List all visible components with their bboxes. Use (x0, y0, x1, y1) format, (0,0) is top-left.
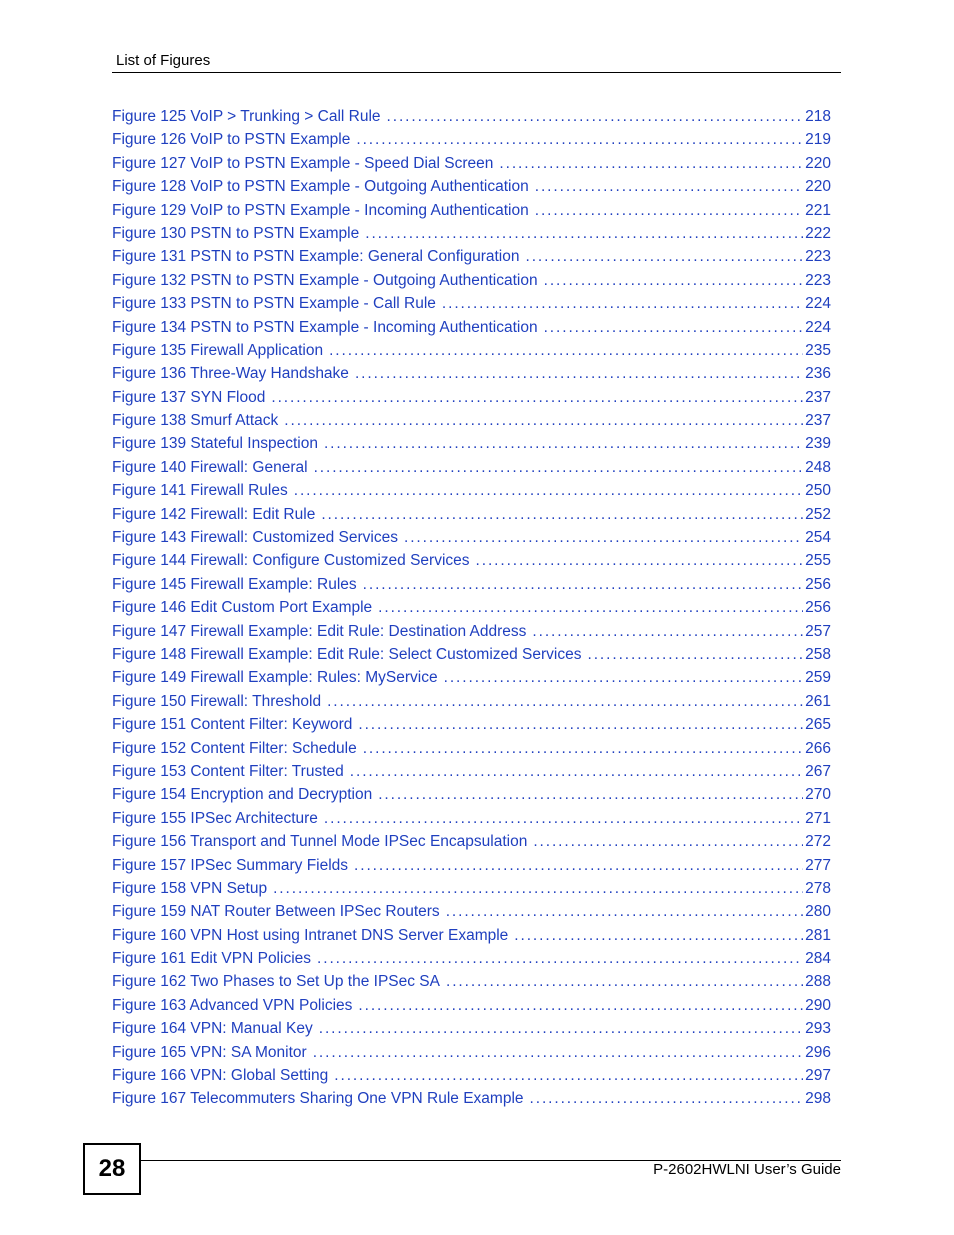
toc-entry-page: 223 (805, 271, 831, 289)
toc-entry-title: Figure 143 Firewall: Customized Services (112, 529, 398, 547)
toc-entry-link[interactable] (112, 737, 831, 760)
toc-entry-page: 281 (805, 926, 831, 944)
toc-entry-page: 220 (805, 154, 831, 172)
toc-dot-leader (363, 573, 803, 596)
toc-entry-title: Figure 145 Firewall Example: Rules (112, 575, 357, 593)
toc-entry-link[interactable] (112, 245, 831, 268)
toc-entry-link[interactable] (112, 783, 831, 806)
toc-entry-link[interactable] (112, 1041, 831, 1064)
toc-dot-leader (314, 456, 804, 479)
toc-entry-page: 277 (805, 856, 831, 874)
toc-dot-leader (355, 362, 803, 385)
toc-dot-leader (476, 549, 804, 572)
toc-entry-title: Figure 166 VPN: Global Setting (112, 1067, 329, 1085)
toc-entry-link[interactable] (112, 900, 831, 923)
toc-entry-title: Figure 138 Smurf Attack (112, 412, 279, 430)
toc-entry-page: 267 (805, 762, 831, 780)
toc-entry-title: Figure 151 Content Filter: Keyword (112, 716, 353, 734)
toc-entry-title: Figure 160 VPN Host using Intranet DNS Server Example (112, 926, 509, 944)
toc-entry-link[interactable] (112, 596, 831, 619)
toc-entry-title: Figure 135 Firewall Application (112, 341, 324, 359)
toc-dot-leader (365, 222, 803, 245)
toc-entry-title: Figure 125 VoIP > Trunking > Call Rule (112, 108, 381, 125)
toc-entry-link[interactable] (112, 432, 831, 455)
toc-entry-link[interactable] (112, 690, 831, 713)
toc-entry-title: Figure 131 PSTN to PSTN Example: General Configuration (112, 248, 520, 266)
toc-entry-link[interactable] (112, 222, 831, 245)
toc-dot-leader (446, 900, 803, 923)
toc-entry-title: Figure 130 PSTN to PSTN Example (112, 224, 360, 242)
toc-dot-leader (284, 409, 803, 432)
toc-entry-page: 221 (805, 201, 831, 219)
toc-dot-leader (324, 432, 803, 455)
toc-dot-leader (387, 105, 804, 128)
toc-entry-title: Figure 167 Telecommuters Sharing One VPN Rule Example (112, 1090, 524, 1108)
toc-entry-link[interactable] (112, 152, 831, 175)
toc-dot-leader (444, 666, 804, 689)
toc-entry-page: 256 (805, 599, 831, 617)
toc-dot-leader (544, 269, 804, 292)
toc-dot-leader (354, 854, 803, 877)
toc-dot-leader (378, 783, 803, 806)
toc-dot-leader (319, 1017, 803, 1040)
toc-entry-link[interactable] (112, 362, 831, 385)
toc-dot-leader (356, 128, 803, 151)
toc-entry-title: Figure 142 Firewall: Edit Rule (112, 505, 316, 523)
toc-entry-title: Figure 149 Firewall Example: Rules: MyService (112, 669, 438, 687)
toc-dot-leader (588, 643, 804, 666)
toc-entry-page: 297 (805, 1067, 831, 1085)
toc-dot-leader (313, 1041, 803, 1064)
toc-entry-page: 272 (805, 833, 831, 851)
toc-entry-link[interactable] (112, 105, 831, 128)
toc-dot-leader (499, 152, 803, 175)
toc-entry-link[interactable] (112, 830, 831, 853)
toc-entry-title: Figure 132 PSTN to PSTN Example - Outgoing Authentication (112, 271, 538, 289)
toc-dot-leader (334, 1064, 803, 1087)
toc-entry-page: 256 (805, 575, 831, 593)
toc-entry-link[interactable] (112, 549, 831, 572)
toc-dot-leader (271, 386, 803, 409)
toc-dot-leader (273, 877, 803, 900)
toc-entry-link[interactable] (112, 526, 831, 549)
toc-dot-leader (535, 199, 803, 222)
toc-entry-page: 280 (805, 903, 831, 921)
toc-entry-page: 258 (805, 645, 831, 663)
toc-entry-title: Figure 127 VoIP to PSTN Example - Speed Dial Screen (112, 154, 494, 172)
toc-entry-title: Figure 148 Firewall Example: Edit Rule: Select Customized Services (112, 645, 582, 663)
toc-entry-link[interactable] (112, 924, 831, 947)
toc-entry-link[interactable] (112, 970, 831, 993)
toc-entry-page: 298 (805, 1090, 831, 1108)
toc-entry-page: 259 (805, 669, 831, 687)
toc-dot-leader (317, 947, 803, 970)
toc-entry-title: Figure 165 VPN: SA Monitor (112, 1043, 307, 1061)
toc-dot-leader (446, 970, 803, 993)
toc-entry-page: 296 (805, 1043, 831, 1061)
toc-entry-link[interactable] (112, 339, 831, 362)
toc-dot-leader (404, 526, 803, 549)
toc-entry-title: Figure 128 VoIP to PSTN Example - Outgoing Authentication (112, 178, 529, 196)
toc-entry-title: Figure 154 Encryption and Decryption (112, 786, 373, 804)
list-of-figures (112, 105, 831, 1111)
toc-entry-title: Figure 144 Firewall: Configure Customized Services (112, 552, 470, 570)
toc-entry-title: Figure 162 Two Phases to Set Up the IPSec SA (112, 973, 440, 991)
toc-entry-title: Figure 137 SYN Flood (112, 388, 266, 406)
header-title: List of Figures (116, 52, 211, 69)
toc-dot-leader (363, 737, 803, 760)
toc-entry-page: 224 (805, 318, 831, 336)
toc-entry-title: Figure 164 VPN: Manual Key (112, 1020, 313, 1038)
toc-entry-page: 250 (805, 482, 831, 500)
toc-entry-title: Figure 139 Stateful Inspection (112, 435, 318, 453)
toc-dot-leader (442, 292, 803, 315)
toc-entry-page: 218 (805, 108, 831, 125)
toc-entry-page: 222 (805, 224, 831, 242)
toc-entry-page: 235 (805, 341, 831, 359)
toc-entry-page: 284 (805, 950, 831, 968)
toc-entry-link[interactable] (112, 1064, 831, 1087)
toc-entry-link[interactable] (112, 854, 831, 877)
toc-entry-title: Figure 129 VoIP to PSTN Example - Incoming Authentication (112, 201, 529, 219)
toc-entry-title: Figure 150 Firewall: Threshold (112, 692, 322, 710)
toc-entry-page: 261 (805, 692, 831, 710)
toc-entry-link[interactable] (112, 199, 831, 222)
toc-entry-title: Figure 146 Edit Custom Port Example (112, 599, 373, 617)
toc-entry-link[interactable] (112, 456, 831, 479)
toc-entry-title: Figure 134 PSTN to PSTN Example - Incoming Authentication (112, 318, 538, 336)
toc-dot-leader (321, 503, 803, 526)
toc-dot-leader (327, 690, 803, 713)
toc-entry-title: Figure 140 Firewall: General (112, 458, 308, 476)
toc-entry-page: 288 (805, 973, 831, 991)
toc-entry-link[interactable] (112, 573, 831, 596)
toc-entry-title: Figure 159 NAT Router Between IPSec Routers (112, 903, 440, 921)
toc-entry-page: 254 (805, 529, 831, 547)
toc-dot-leader (533, 830, 803, 853)
toc-entry-link[interactable] (112, 1087, 831, 1110)
toc-entry-page: 223 (805, 248, 831, 266)
toc-entry-page: 252 (805, 505, 831, 523)
toc-entry-page: 278 (805, 879, 831, 897)
toc-entry-title: Figure 158 VPN Setup (112, 879, 268, 897)
toc-entry-title: Figure 153 Content Filter: Trusted (112, 762, 344, 780)
guide-title: P-2602HWLNI User’s Guide (653, 1161, 841, 1178)
toc-entry-link[interactable] (112, 947, 831, 970)
toc-entry-link[interactable] (112, 807, 831, 830)
toc-dot-leader (324, 807, 803, 830)
toc-entry-link[interactable] (112, 877, 831, 900)
toc-entry-page: 219 (805, 131, 831, 149)
toc-entry-title: Figure 161 Edit VPN Policies (112, 950, 312, 968)
toc-entry-title: Figure 163 Advanced VPN Policies (112, 996, 353, 1014)
toc-dot-leader (294, 479, 803, 502)
toc-entry-title: Figure 152 Content Filter: Schedule (112, 739, 357, 757)
toc-dot-leader (544, 316, 804, 339)
toc-entry-title: Figure 126 VoIP to PSTN Example (112, 131, 351, 149)
page-number: 28 (83, 1143, 141, 1195)
toc-entry-title: Figure 155 IPSec Architecture (112, 809, 318, 827)
toc-entry-page: 257 (805, 622, 831, 640)
toc-entry-page: 290 (805, 996, 831, 1014)
toc-entry-page: 220 (805, 178, 831, 196)
toc-dot-leader (358, 713, 803, 736)
toc-entry-link[interactable] (112, 316, 831, 339)
toc-entry-page: 224 (805, 295, 831, 313)
toc-entry-link[interactable] (112, 713, 831, 736)
toc-entry-link[interactable] (112, 479, 831, 502)
toc-entry-page: 265 (805, 716, 831, 734)
toc-entry-link[interactable] (112, 994, 831, 1017)
toc-dot-leader (358, 994, 803, 1017)
toc-entry-link[interactable] (112, 643, 831, 666)
toc-entry-link[interactable] (112, 292, 831, 315)
toc-entry-page: 236 (805, 365, 831, 383)
toc-entry-link[interactable] (112, 269, 831, 292)
toc-dot-leader (514, 924, 803, 947)
toc-entry-link[interactable] (112, 386, 831, 409)
toc-entry-link[interactable] (112, 175, 831, 198)
toc-entry-title: Figure 141 Firewall Rules (112, 482, 288, 500)
toc-entry-page: 293 (805, 1020, 831, 1038)
toc-entry-page: 271 (805, 809, 831, 827)
toc-dot-leader (530, 1087, 804, 1110)
toc-entry-link[interactable] (112, 1017, 831, 1040)
toc-dot-leader (532, 620, 803, 643)
toc-entry-title: Figure 147 Firewall Example: Edit Rule: Destination Address (112, 622, 527, 640)
toc-entry-title: Figure 157 IPSec Summary Fields (112, 856, 349, 874)
toc-entry-page: 237 (805, 412, 831, 430)
page-header (112, 51, 841, 73)
toc-entry-title: Figure 136 Three-Way Handshake (112, 365, 349, 383)
toc-dot-leader (535, 175, 803, 198)
toc-entry-link[interactable] (112, 409, 831, 432)
toc-dot-leader (526, 245, 804, 268)
toc-entry-page: 270 (805, 786, 831, 804)
toc-entry-link[interactable] (112, 666, 831, 689)
toc-dot-leader (329, 339, 803, 362)
toc-entry-link[interactable] (112, 503, 831, 526)
toc-dot-leader (378, 596, 803, 619)
toc-entry-title: Figure 156 Transport and Tunnel Mode IPSec Encapsulation (112, 833, 528, 851)
toc-dot-leader (350, 760, 803, 783)
toc-entry-link[interactable] (112, 128, 831, 151)
toc-entry-page: 266 (805, 739, 831, 757)
toc-entry-page: 248 (805, 458, 831, 476)
toc-entry-title: Figure 133 PSTN to PSTN Example - Call Rule (112, 295, 436, 313)
toc-entry-link[interactable] (112, 760, 831, 783)
toc-entry-page: 239 (805, 435, 831, 453)
toc-entry-link[interactable] (112, 620, 831, 643)
toc-entry-page: 237 (805, 388, 831, 406)
toc-entry-page: 255 (805, 552, 831, 570)
